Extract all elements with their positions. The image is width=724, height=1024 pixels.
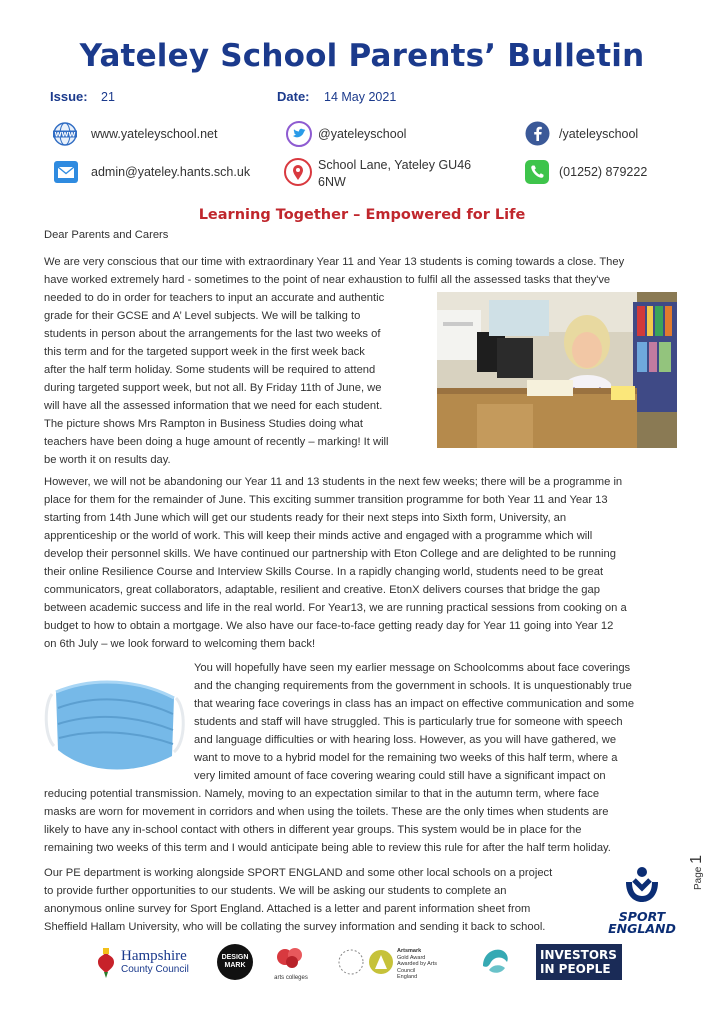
issue-date: 14 May 2021 [324, 90, 397, 104]
text-line: after the half term holiday. Some students will be required to attend [44, 364, 376, 376]
sport-england-text-2: ENGLAND [608, 921, 676, 936]
text-line: The picture shows Mrs Rampton in Business Studies doing what [44, 418, 363, 430]
text-line: on 6th July – we look forward to welcoming them back! [44, 638, 316, 650]
arts-colleges-logo [274, 946, 308, 982]
text-line: will have all the assessed information that we need for each student. [44, 400, 383, 412]
arts-colleges-text: arts colleges [274, 975, 308, 981]
text-line: grade for their GCSE and A’ Level subjects. We will be talking to [44, 310, 361, 322]
text-line: teachers have been doing a huge amount of recently – marking! It will [44, 436, 389, 448]
text-line: However, we will not be abandoning our Year 11 and 13 students in the next few weeks; there will be a programme in [44, 476, 623, 488]
text-line: and language difficulties or with hearing loss. However, as you will have gathered, we [194, 734, 617, 746]
website-link[interactable]: www.yateleyschool.net [91, 127, 218, 141]
text-line: develop their personnel skills. We have continued our partnership with Eton College and are delighted to be running [44, 548, 616, 560]
address-line-1: School Lane, Yateley GU46 [318, 158, 472, 172]
design-mark-logo [217, 944, 253, 980]
investors-in-people-logo [536, 944, 622, 980]
text-line: budget to how to obtain a mortgage. We also have our face-to-face getting ready day for Year 11 going into Year 12 [44, 620, 614, 632]
text-line: You will hopefully have seen my earlier message on Schoolcomms about face coverings [194, 662, 631, 674]
hampshire-subtext: County Council [121, 964, 189, 975]
text-line: reducing potential transmission. Namely, moving to an expectation similar to that in the autumn term, where face [44, 788, 600, 800]
salutation: Dear Parents and Carers [44, 229, 169, 241]
text-line: likely to have any in-school contact with others in different year groups. This system would be in place for the [44, 824, 582, 836]
address-line-2: 6NW [318, 175, 346, 189]
design-mark-text-2: MARK [224, 962, 246, 969]
text-line: remaining two weeks of this term and I would anticipate being able to review this rule for after the half term holiday. [44, 842, 611, 854]
inclusion-award-logo [477, 944, 513, 980]
text-line: want to move to a hybrid model for the remaining two weeks of this half term, where a [194, 752, 618, 764]
investors-text-2: IN PEOPLE [540, 962, 611, 976]
page-number: 1 [688, 854, 705, 864]
twitter-icon [286, 121, 310, 145]
email-icon [53, 160, 77, 184]
issue-number: 21 [101, 90, 115, 104]
phone-icon [525, 160, 549, 184]
text-line: place for them for the remainder of June. This exciting summer transition programme for both Year 11 and Year 13 [44, 494, 608, 506]
www-icon [53, 122, 77, 146]
paragraph-pe-department [44, 864, 604, 936]
page-indicator [688, 855, 706, 890]
sport-england-logo [604, 866, 680, 938]
text-line: masks are worn for movement in corridors and when using the toilets. These are the only times when students are [44, 806, 609, 818]
phone-number[interactable]: (01252) 879222 [559, 165, 648, 179]
face-mask-image [44, 664, 186, 780]
text-line: this term and for the targeted support week in the first week back [44, 346, 365, 358]
artsmark-text-1: Artsmark [397, 948, 422, 954]
text-line: have worked extremely hard - sometimes to the point of near exhaustion to fulfil all the assessed tasks that they've [44, 274, 611, 286]
hampshire-county-council-logo [94, 948, 204, 980]
design-mark-text-1: DESIGN [221, 954, 249, 961]
text-line: between academic success and life in the real world. For Year13, we are running practical sessions from cooking on a [44, 602, 627, 614]
teacher-marking-photo [437, 292, 677, 448]
facebook-icon [525, 121, 549, 145]
artsmark-text-2: Gold Award [397, 954, 426, 961]
paragraph-face-coverings-cont [44, 785, 684, 857]
text-line: that wearing face coverings in class has an impact on effective communication and some [194, 698, 635, 710]
text-line: and the changing requirements from the government in schools. It is unquestionably true [194, 680, 632, 692]
text-line: needed to do in order for teachers to input an accurate and authentic [44, 292, 385, 304]
text-line: during targeted support week, but not all. By Friday 11th of June, we [44, 382, 382, 394]
text-line: anonymous online survey for Sport England. Attached is a letter and parent information sheet from [44, 903, 531, 915]
bulletin-title: Yateley School Parents’ Bulletin [79, 38, 645, 74]
text-line: communicators, great collaborators, adaptable, resilient and creative. EtonX delivers courses that bridge the gap [44, 584, 600, 596]
artsmark-text-4: Council England [397, 967, 418, 980]
svg-text:WWW: WWW [54, 131, 76, 139]
artsmark-gold-logo [337, 947, 437, 981]
text-line: Our PE department is working alongside SPORT ENGLAND and some other local schools on a project [44, 867, 553, 879]
facebook-page[interactable]: /yateleyschool [559, 127, 639, 141]
text-line: to provide further opportunities to our students. We will be asking our students to complete an [44, 885, 507, 897]
text-line: very limited amount of face covering wearing could still have a significant impact on [194, 770, 606, 782]
hampshire-text: Hampshire [121, 948, 187, 964]
location-pin-icon [284, 158, 308, 182]
text-line: students and staff will have struggled. This is particularly true for someone with speech [194, 716, 623, 728]
investors-text-1: INVESTORS [540, 948, 617, 962]
text-line: Sheffield Hallam University, who will be collating the survey information and sending it back to school. [44, 921, 546, 933]
paragraph-transition [44, 473, 684, 653]
artsmark-text-3: Awarded by Arts [397, 961, 437, 967]
email-address[interactable]: admin@yateley.hants.sch.uk [91, 165, 251, 179]
text-line: students in person about the arrangements for the last two weeks of [44, 328, 381, 340]
twitter-handle[interactable]: @yateleyschool [318, 127, 407, 141]
issue-label: Issue: [50, 89, 88, 104]
text-line: We are very conscious that our time with extraordinary Year 11 and Year 13 students is coming towards a close. They [44, 256, 625, 268]
text-line: apprenticeship or the world of work. This will keep their minds active and engaged with a programme which will [44, 530, 593, 542]
paragraph-face-coverings [194, 659, 684, 785]
text-line: be worth it on results day. [44, 454, 171, 466]
text-line: starting from 14th June which will get our students ready for their next steps into Sixth form, University, an [44, 512, 567, 524]
page-label: Page [693, 866, 704, 890]
date-label: Date: [277, 89, 310, 104]
school-motto: Learning Together – Empowered for Life [198, 207, 526, 223]
text-line: their online Resilience Course and Interview Skills Course. In a rapidly changing world, students need to be great [44, 566, 604, 578]
school-address [318, 157, 471, 191]
sport-england-text-1: SPORT [618, 909, 666, 924]
